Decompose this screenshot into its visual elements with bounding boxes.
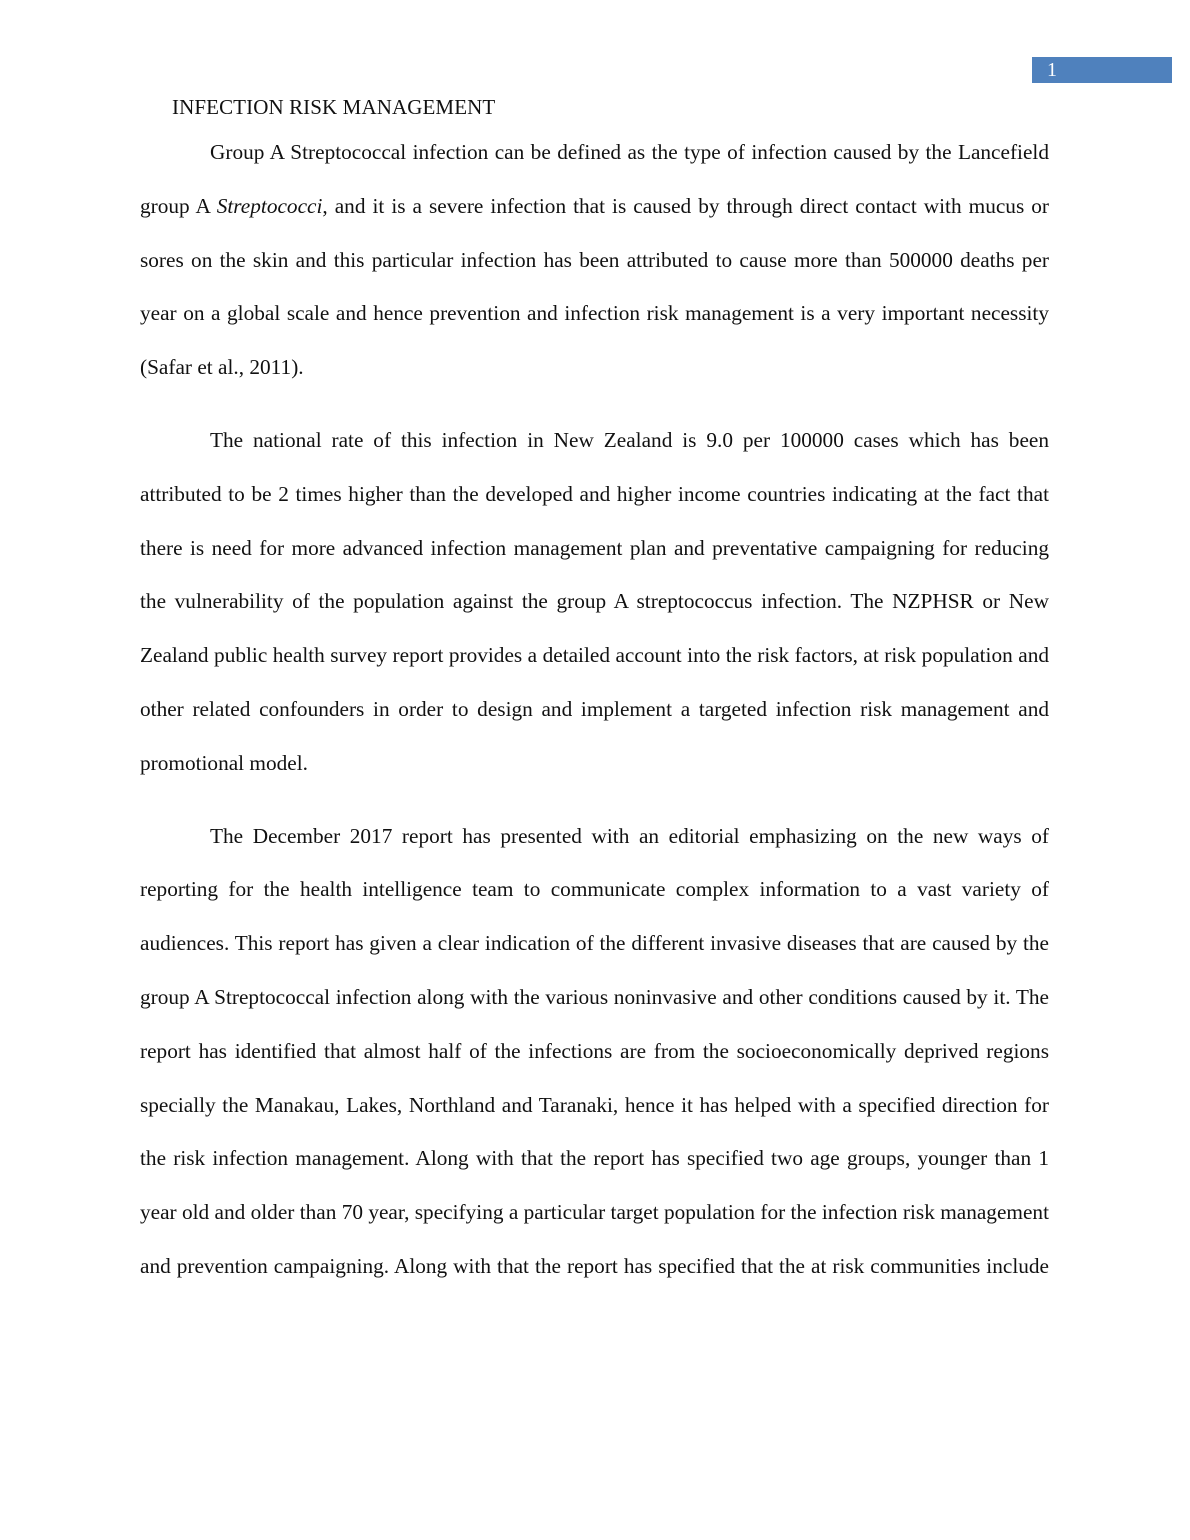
page-number-badge [1032,57,1172,83]
page-number: 1 [1047,59,1057,81]
running-head-title: INFECTION RISK MANAGEMENT [172,95,496,119]
paragraph-1-text-b: , and it is a severe infection that is caused by through direct contact with mucus or sores on the skin and this particular infection has been attributed to cause more than 500000 deaths per year on a global scale and hence prevention and infection risk management is a very important necessity (Safar et al., 2011). [140,193,1049,380]
paragraph-1-italic-term: Streptococci [216,193,323,218]
paragraph-2: The national rate of this infection in New Zealand is 9.0 per 100000 cases which has been attributed to be 2 times higher than the developed and higher income countries indicating at the fact that there is need for more advanced infection management plan and preventative campaigning for reducing the vulnerability of the population against the group A streptococcus infection. The NZPHSR or New Zealand public health survey report provides a detailed account into the risk factors, at risk population and other related confounders in order to design and implement a targeted infection risk management and promotional model. [140,427,1049,775]
paragraph-1-text-a: Group A Streptococcal infection can be defined as the type of infection caused by the Lancefield group A [140,140,1049,218]
paragraph-1 [140,126,1049,395]
document-body [140,126,1049,1313]
paragraph-3: The December 2017 report has presented with an editorial emphasizing on the new ways of reporting for the health intelligence team to communicate complex information to a vast variety of audiences. This report has given a clear indication of the different invasive diseases that are caused by the group A Streptococcal infection along with the various noninvasive and other conditions caused by it. The report has identified that almost half of the infections are from the socioeconomically deprived regions specially the Manakau, Lakes, Northland and Taranaki, hence it has helped with a specified direction for the risk infection management. Along with that the report has specified two age groups, younger than 1 year old and older than 70 year, specifying a particular target population for the infection risk management and prevention campaigning. Along with that the report has specified that the at risk communities include [140,823,1049,1278]
